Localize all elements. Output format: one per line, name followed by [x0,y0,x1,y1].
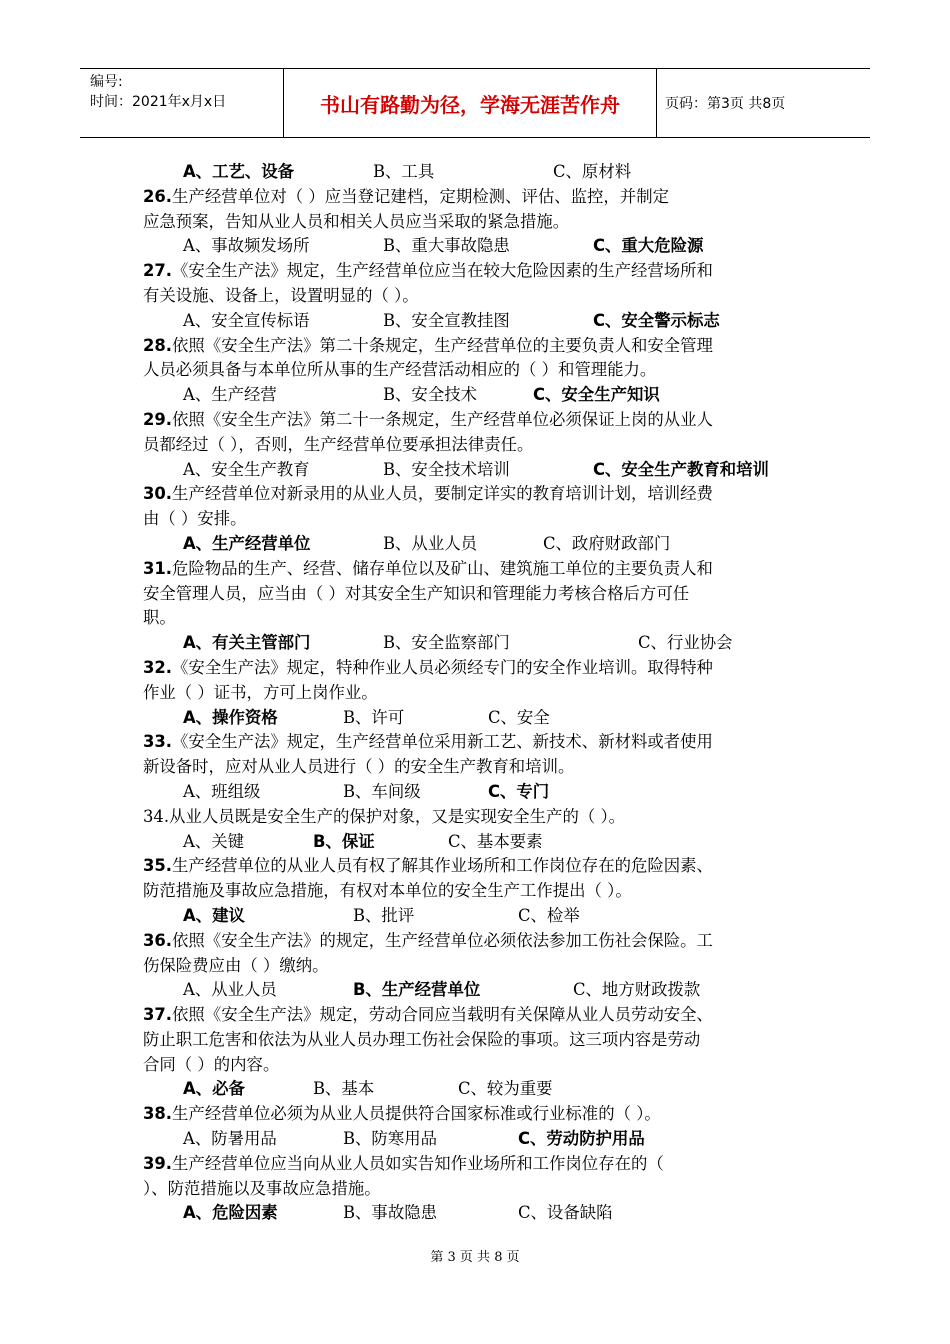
answer-option: A、事故频发场所 [183,236,310,256]
answer-option-correct: A、有关主管部门 [183,633,311,653]
answer-option: B、车间级 [343,781,421,801]
answer-option: C、安全 [488,707,550,727]
question-continuation [143,433,813,458]
question-line [143,656,813,681]
answer-options [143,1127,813,1152]
question-continuation [143,284,813,309]
question-text: 作业（ ）证书，方可上岗作业。 [143,682,378,702]
question-number: 30. [143,484,173,504]
answer-option: A、防暑用品 [183,1129,277,1149]
answer-option: B、安全监察部门 [383,633,510,653]
answer-option: B、安全宣教挂图 [383,310,510,330]
answer-options [143,904,813,929]
doc-time-label: 时间：2021年x月x日 [90,94,227,110]
question-text: 有关设施、设备上，设置明显的（ ）。 [143,285,419,305]
answer-options [143,706,813,731]
answer-option-correct: A、生产经营单位 [183,533,311,553]
question-number: 26. [143,186,173,206]
question-text: 生产经营单位应当向从业人员如实告知作业场所和工作岗位存在的（ [172,1153,664,1173]
answer-option: B、基本 [313,1079,375,1099]
page-header [80,68,870,138]
answer-options [143,383,813,408]
question-continuation [143,358,813,383]
question-text: 合同（ ）的内容。 [143,1054,280,1074]
question-continuation [143,1053,813,1078]
answer-option: A、从业人员 [183,980,277,1000]
answer-options [143,309,813,334]
answer-option-correct: C、安全生产知识 [533,385,660,405]
answer-option: A、安全宣传标语 [183,310,310,330]
answer-option-correct: C、重大危险源 [593,236,704,256]
question-text: 员都经过（ ），否则，生产经营单位要承担法律责任。 [143,434,534,454]
answer-option-correct: C、劳动防护用品 [518,1129,645,1149]
question-text: 危险物品的生产、经营、储存单位以及矿山、建筑施工单位的主要负责人和 [172,558,713,578]
question-line [143,929,813,954]
answer-option-correct: A、建议 [183,905,245,925]
question-number: 36. [143,930,173,950]
question-number: 37. [143,1005,173,1025]
question-text: 生产经营单位对（ ）应当登记建档，定期检测、评估、监控，并制定 [172,186,669,206]
question-line [143,408,813,433]
answer-option: C、设备缺陷 [518,1203,613,1223]
question-text: 生产经营单位对新录用的从业人员，要制定详实的教育培训计划，培训经费 [172,484,713,504]
answer-option-correct: A、危险因素 [183,1203,278,1223]
question-continuation [143,681,813,706]
answer-option: B、批评 [353,905,415,925]
question-text: ）、防范措施以及事故应急措施。 [143,1178,381,1198]
question-text: 伤保险费应由（ ）缴纳。 [143,955,329,975]
answer-options [143,1201,813,1226]
question-text: 生产经营单位的从业人员有权了解其作业场所和工作岗位存在的危险因素、 [172,856,713,876]
answer-option-correct: C、专门 [488,781,550,801]
question-line [143,185,813,210]
question-text: 从业人员既是安全生产的保护对象，又是实现安全生产的（ ）。 [169,806,626,826]
answer-option: A、生产经营 [183,385,277,405]
answer-option-correct: A、工艺、设备 [183,162,295,181]
question-number: 39. [143,1153,173,1173]
answer-option-correct: A、操作资格 [183,707,278,727]
question-text: 依照《安全生产法》的规定，生产经营单位必须依法参加工伤社会保险。工 [172,930,713,950]
answer-option-correct: C、安全生产教育和培训 [593,459,769,479]
question-continuation [143,507,813,532]
answer-option: C、较为重要 [458,1079,553,1099]
question-line [143,1102,813,1127]
question-text: 新设备时，应对从业人员进行（ ）的安全生产教育和培训。 [143,757,575,777]
question-text: 应急预案，告知从业人员和相关人员应当采取的紧急措施。 [143,211,570,231]
answer-option: B、重大事故隐患 [383,236,510,256]
question-number: 38. [143,1104,173,1124]
question-line [143,805,813,830]
answer-option: C、政府财政部门 [543,533,671,553]
question-text: 《安全生产法》规定，生产经营单位应当在较大危险因素的生产经营场所和 [172,261,713,281]
question-line [143,334,813,359]
answer-options [143,978,813,1003]
question-number: 34. [143,806,170,826]
question-text: 人员必须具备与本单位所从事的生产经营活动相应的（ ）和管理能力。 [143,360,657,380]
answer-option: B、安全技术 [383,385,477,405]
answer-options [143,458,813,483]
question-number: 27. [143,261,173,281]
answer-options [143,160,813,185]
question-text: 职。 [143,608,176,628]
answer-option: B、事故隐患 [343,1203,437,1223]
question-text: 《安全生产法》规定，生产经营单位采用新工艺、新技术、新材料或者使用 [172,732,713,752]
question-line [143,1003,813,1028]
answer-option: A、班组级 [183,781,261,801]
answer-option: C、原材料 [553,162,632,181]
question-continuation [143,954,813,979]
answer-options [143,830,813,855]
answer-option: B、从业人员 [383,533,477,553]
question-line [143,259,813,284]
question-line [143,854,813,879]
question-continuation [143,606,813,631]
answer-option: A、关键 [183,831,245,851]
question-number: 35. [143,856,173,876]
answer-option: C、地方财政拨款 [573,980,701,1000]
question-text: 防止职工危害和依法为从业人员办理工伤社会保险的事项。这三项内容是劳动 [143,1029,701,1049]
question-list [143,160,813,1226]
answer-options [143,1077,813,1102]
question-text: 依照《安全生产法》第二十一条规定，生产经营单位必须保证上岗的从业人 [172,409,713,429]
question-text: 依照《安全生产法》第二十条规定，生产经营单位的主要负责人和安全管理 [172,335,713,355]
question-text: 生产经营单位必须为从业人员提供符合国家标准或行业标准的（ ）。 [172,1104,661,1124]
answer-options [143,234,813,259]
answer-option: C、基本要素 [448,831,543,851]
question-number: 28. [143,335,173,355]
doc-number-label: 编号: [90,74,123,90]
question-continuation [143,879,813,904]
question-continuation [143,755,813,780]
answer-options [143,780,813,805]
answer-option-correct: B、生产经营单位 [353,980,481,1000]
header-info [80,69,284,137]
answer-option-correct: B、保证 [313,831,375,851]
answer-option: B、防寒用品 [343,1129,437,1149]
answer-option: C、检举 [518,905,580,925]
answer-option: B、工具 [373,162,435,181]
question-line [143,557,813,582]
page-footer: 第 3 页 共 8 页 [430,1250,520,1265]
question-number: 33. [143,732,173,752]
header-motto: 书山有路勤为径，学海无涯苦作舟 [284,69,657,137]
answer-options [143,532,813,557]
answer-option: B、安全技术培训 [383,459,510,479]
question-line [143,1152,813,1177]
question-continuation [143,582,813,607]
question-continuation [143,210,813,235]
question-continuation [143,1028,813,1053]
answer-option: B、许可 [343,707,405,727]
answer-options [143,631,813,656]
question-continuation [143,1177,813,1202]
question-text: 安全管理人员，应当由（ ）对其安全生产知识和管理能力考核合格后方可任 [143,583,690,603]
answer-option-correct: C、安全警示标志 [593,310,720,330]
answer-option: C、行业协会 [638,633,733,653]
answer-option-correct: A、必备 [183,1079,245,1099]
question-text: 依照《安全生产法》规定，劳动合同应当载明有关保障从业人员劳动安全、 [172,1005,713,1025]
question-number: 29. [143,409,173,429]
question-number: 32. [143,657,173,677]
header-page-number: 页码：第3页 共8页 [665,96,786,112]
question-text: 由（ ）安排。 [143,509,247,529]
question-text: 《安全生产法》规定，特种作业人员必须经专门的安全作业培训。取得特种 [172,657,713,677]
answer-option: A、安全生产教育 [183,459,310,479]
question-line [143,730,813,755]
question-line [143,482,813,507]
question-text: 防范措施及事故应急措施，有权对本单位的安全生产工作提出（ ）。 [143,881,632,901]
question-number: 31. [143,558,173,578]
